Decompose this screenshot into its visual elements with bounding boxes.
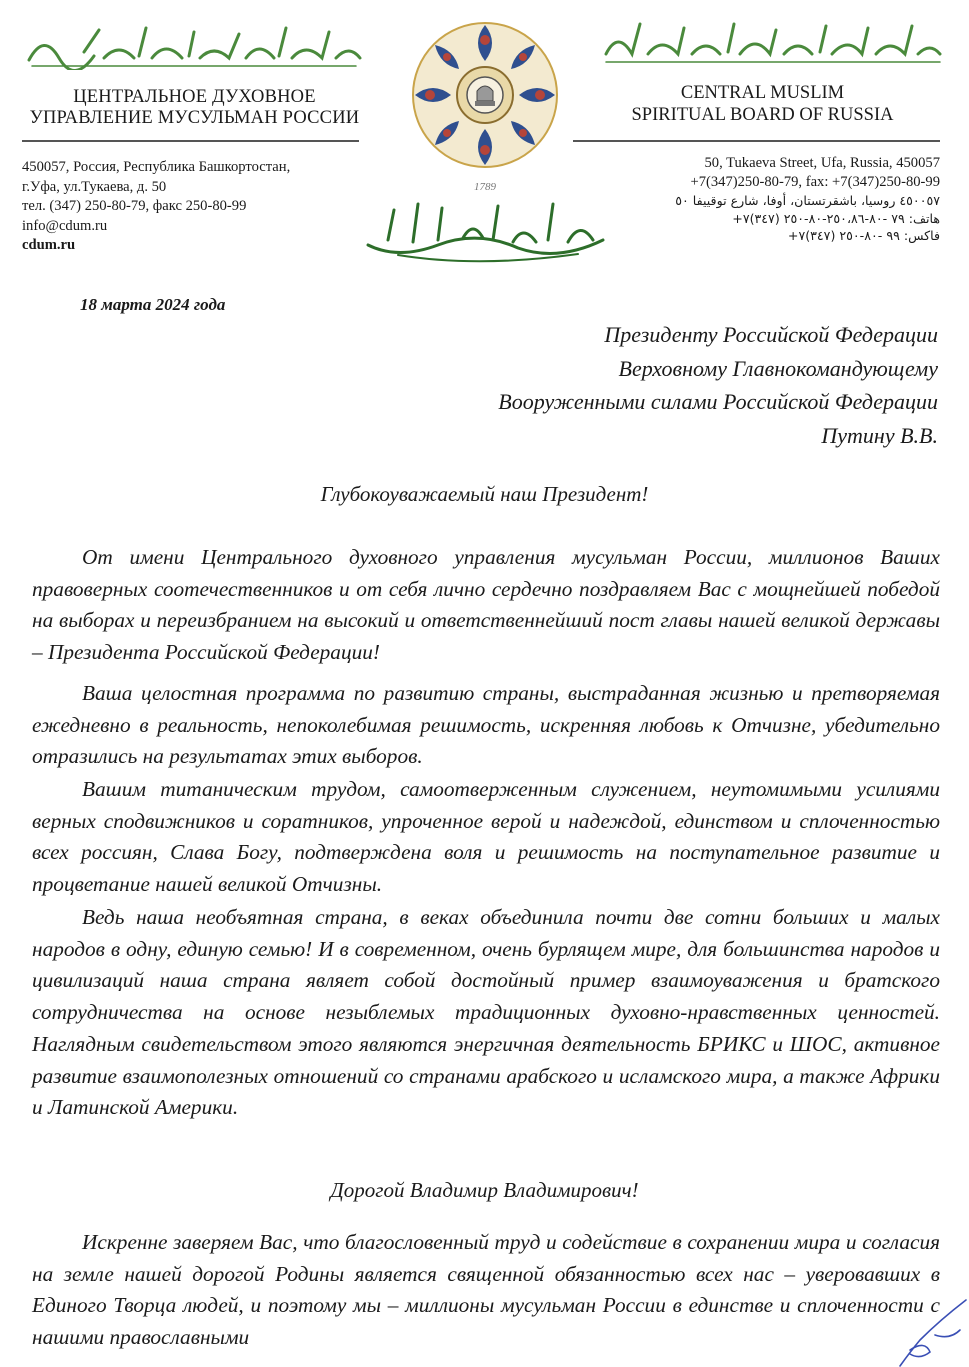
org-name-en-line1: CENTRAL MUSLIM bbox=[680, 83, 845, 103]
phone-line: тел. (347) 250-80-79, факс 250-80-99 bbox=[22, 198, 247, 214]
body-paragraph-1: От имени Центрального духовного управления мусульман России, миллионов Ваших правоверных соотечественников и от себя лично сердечно поздравляем Вас с мощнейшей победой на выборах и переизбранием на высокий и ответственнейший пост главы нашей великой державы – Президента Российской Федерации! bbox=[32, 545, 940, 665]
website-link[interactable]: cdum.ru bbox=[22, 237, 76, 253]
addressee-line: Вооруженными силами Российской Федерации bbox=[498, 389, 938, 414]
header-divider-right bbox=[573, 140, 940, 142]
emblem-year: 1789 bbox=[474, 181, 496, 193]
addressee-line: Верховному Главнокомандующему bbox=[618, 355, 938, 381]
salutation: Глубокоуважаемый наш Президент! bbox=[320, 482, 649, 506]
org-name-en-line2: SPIRITUAL BOARD OF RUSSIA bbox=[631, 105, 894, 125]
header-divider-left bbox=[22, 140, 359, 142]
body-paragraph-3: Вашим титаническим трудом, самоотверженным служением, неутомимыми усилиями верных сподвижников и соратников, упроченное верой и надеждой, единством и сплоченностью всех россиян, Слава Богу, подтверждена воля и решимость на поступательное развитие и процветание нашей великой Отчизны. bbox=[32, 777, 940, 897]
address-line: 450057, Россия, Республика Башкортостан, bbox=[22, 159, 291, 175]
org-name-en bbox=[610, 82, 915, 126]
body-paragraph-5: Искренне заверяем Вас, что благословенный труд и содействие в сохранении мира и согласия на земле нашей дорогой Родины является священной обязанностью всех нас – уверовавших в Единого Творца людей, и поэтому мы – миллионы мусульман России в единстве и сплоченности с нашими православными bbox=[32, 1230, 940, 1350]
org-name-ru-line2: УПРАВЛЕНИЕ МУСУЛЬМАН РОССИИ bbox=[29, 108, 360, 128]
addressee-line: Путину В.В. bbox=[821, 422, 938, 448]
addressee-line: Президенту Российской Федерации bbox=[604, 322, 938, 347]
email-link[interactable]: info@cdum.ru bbox=[22, 217, 108, 234]
fax-line-ar: فاكس: ٩٩ -٨٠-٢٥٠ (٣٤٧)٧+ bbox=[787, 228, 940, 243]
signature bbox=[880, 1280, 969, 1367]
address-left bbox=[22, 158, 382, 256]
address-line-en: 50, Tukaeva Street, Ufa, Russia, 450057 bbox=[704, 155, 940, 171]
body-paragraph-2: Ваша целостная программа по развитию страны, выстраданная жизнью и претворяемая ежедневно в реальность, непоколебимая решимость, искренняя любовь к Отчизне, убедительно отразились на результатах этих выборов. bbox=[32, 681, 940, 769]
basmala-calligraphy bbox=[358, 190, 613, 270]
calligraphy-left-logo bbox=[24, 22, 364, 70]
addressee-block bbox=[395, 318, 938, 452]
address-right bbox=[600, 154, 940, 245]
letter-date: 18 марта 2024 года bbox=[80, 295, 226, 314]
address-line: г.Уфа, ул.Тукаева, д. 50 bbox=[22, 178, 167, 195]
org-name-ru-line1: ЦЕНТРАЛЬНОЕ ДУХОВНОЕ bbox=[73, 87, 316, 107]
salutation-2: Дорогой Владимир Владимирович! bbox=[330, 1178, 639, 1202]
phone-line-en: +7(347)250-80-79, fax: +7(347)250-80-99 bbox=[690, 174, 940, 190]
phone-line-ar: هاتف: ٧٩ -٨٠-٢٥٠،٨٦-٨٠-٢٥٠ (٣٤٧)٧+ bbox=[732, 210, 940, 226]
org-name-ru bbox=[22, 87, 367, 129]
calligraphy-right-logo bbox=[600, 18, 945, 66]
emblem-logo bbox=[405, 10, 565, 185]
body-paragraph-4: Ведь наша необъятная страна, в веках объединила почти две сотни больших и малых народов в одну, единую семью! И в современном, очень бурлящем мире, для большинства народов и цивилизаций наша страна являет собой достойный пример взаимоуважения и братского сотрудничества на основе незыблемых традиционных духовно-нравственных ценностей. Наглядным свидетельством этого являются энергичная деятельность БРИКС и ШОС, активное развитие взаимополезных отношений со странами арабского и исламского мира, а также Африки и Латинской Америки. bbox=[32, 905, 940, 1120]
address-line-ar: ٤٥٠٠٥٧ روسيا، باشقرتستان، أوفا، شارع توقييفا ٥٠ bbox=[675, 193, 940, 208]
